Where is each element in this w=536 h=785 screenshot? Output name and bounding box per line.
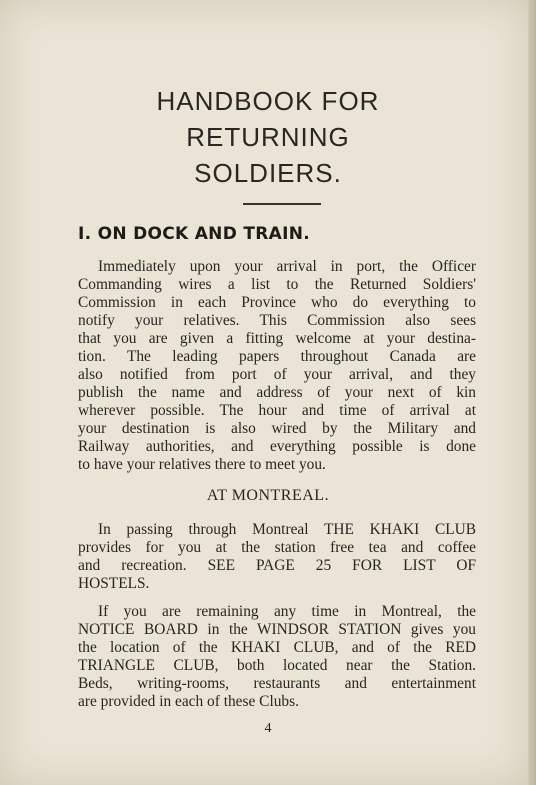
paragraph-3-line: NOTICE BOARD in the WINDSOR STATION gives you (78, 621, 476, 638)
paragraph-2-line: provides for you at the station free tea and coffee (78, 539, 476, 556)
paragraph-2-line: and recreation. SEE PAGE 25 FOR LIST OF (78, 557, 476, 574)
paragraph-1-line: to have your relatives there to meet you. (78, 456, 326, 473)
paragraph-3-line: TRIANGLE CLUB, both located near the Station. (78, 657, 476, 674)
page-number: 4 (264, 721, 272, 736)
paragraph-1-line: Commanding wires a list to the Returned Soldiers' (78, 276, 476, 293)
paragraph-2-line: In passing through Montreal THE KHAKI CLUB (98, 521, 476, 538)
paragraph-1-line: tion. The leading papers throughout Canada are (78, 348, 476, 365)
section-heading: I. ON DOCK AND TRAIN. (78, 224, 310, 244)
paragraph-1-line: Commission in each Province who do everything to (78, 294, 476, 311)
paragraph-1-line: Railway authorities, and everything possible is done (78, 438, 476, 455)
paragraph-3-line: are provided in each of these Clubs. (78, 693, 299, 710)
paragraph-1-line: your destination is also wired by the Military and (78, 420, 476, 437)
paragraph-1-line: notify your relatives. This Commission also sees (78, 312, 476, 329)
paragraph-2-line: HOSTELS. (78, 575, 150, 592)
paragraph-3-line: If you are remaining any time in Montreal, the (98, 603, 476, 620)
paragraph-1-line: wherever possible. The hour and time of arrival at (78, 402, 476, 419)
paragraph-3-line: the location of the KHAKI CLUB, and of the RED (78, 639, 476, 656)
title-divider (243, 203, 321, 205)
page-edge (528, 0, 536, 785)
subheading: AT MONTREAL. (206, 487, 330, 504)
paragraph-1-line: Immediately upon your arrival in port, the Officer (98, 258, 476, 275)
paragraph-1-line: that you are given a fitting welcome at your destina- (78, 330, 476, 347)
paragraph-1-line: also notified from port of your arrival, and they (78, 366, 476, 383)
title-line-3: SOLDIERS. (194, 158, 342, 188)
title-line-1: HANDBOOK FOR (156, 86, 380, 116)
title-line-2: RETURNING (186, 122, 350, 152)
paragraph-1-line: publish the name and address of your next of kin (78, 384, 476, 401)
paragraph-3-line: Beds, writing-rooms, restaurants and entertainment (78, 675, 476, 692)
